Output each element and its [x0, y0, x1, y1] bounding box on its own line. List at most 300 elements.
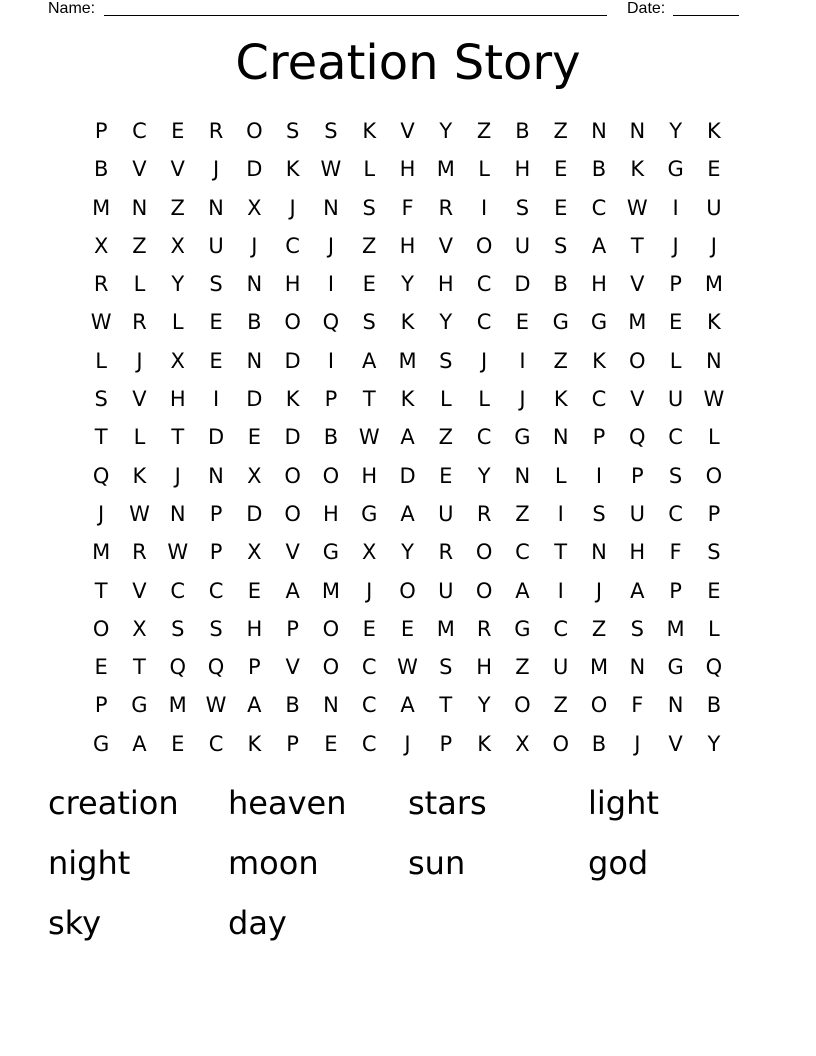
grid-letter: O	[322, 655, 340, 680]
grid-letter: S	[707, 540, 721, 565]
grid-letter: G	[93, 731, 110, 756]
grid-letter: K	[362, 119, 377, 143]
grid-letter: S	[362, 310, 376, 335]
grid-letter: K	[285, 387, 300, 412]
grid-letter: Z	[170, 195, 185, 220]
grid-letter: A	[515, 578, 530, 603]
grid-letter: J	[289, 195, 296, 220]
grid-letter: E	[707, 578, 721, 603]
grid-letter: C	[668, 501, 683, 526]
grid-letter: B	[93, 157, 109, 182]
grid-letter: E	[668, 310, 683, 335]
grid-letter: K	[707, 310, 721, 335]
grid-letter: J	[251, 233, 258, 258]
grid-letter: L	[478, 157, 490, 182]
grid-letter: V	[170, 157, 185, 182]
grid-letter: A	[400, 425, 415, 450]
grid-letter: N	[208, 463, 224, 488]
grid-letter: V	[132, 387, 147, 412]
grid-letter: W	[320, 157, 342, 182]
grid-letter: C	[208, 578, 224, 603]
grid-letter: P	[94, 693, 108, 718]
word-list-item: day	[228, 904, 287, 942]
grid-letter: D	[284, 425, 301, 450]
grid-letter: O	[475, 233, 493, 258]
grid-letter: T	[94, 578, 108, 603]
grid-letter: I	[212, 387, 220, 412]
grid-letter: L	[171, 310, 184, 335]
grid-letter: L	[478, 387, 490, 412]
grid-letter: V	[132, 578, 147, 603]
grid-letter: M	[398, 348, 417, 373]
grid-letter: O	[514, 693, 531, 718]
grid-letter: K	[400, 310, 415, 335]
grid-letter: V	[438, 233, 453, 258]
grid-letter: W	[167, 540, 189, 565]
grid-letter: E	[400, 616, 415, 641]
grid-letter: E	[439, 463, 453, 488]
grid-letter: E	[247, 578, 261, 603]
grid-letter: A	[400, 693, 415, 718]
grid-letter: R	[132, 540, 147, 565]
letter-grid	[82, 112, 733, 763]
grid-letter: N	[514, 463, 531, 488]
grid-letter: O	[322, 616, 340, 641]
grid-letter: J	[481, 348, 488, 373]
grid-letter: C	[361, 693, 377, 718]
grid-letter: S	[285, 119, 300, 143]
grid-letter: T	[133, 655, 146, 680]
grid-letter: Z	[362, 233, 377, 258]
grid-letter: C	[591, 195, 607, 220]
grid-letter: O	[399, 578, 416, 603]
grid-letter: C	[668, 425, 683, 450]
grid-letter: C	[476, 310, 492, 335]
grid-letter: P	[324, 387, 338, 412]
grid-letter: H	[399, 157, 416, 182]
grid-letter: B	[591, 157, 607, 182]
grid-letter: B	[285, 693, 300, 718]
grid-letter: A	[591, 233, 607, 258]
grid-letter: O	[92, 616, 110, 641]
grid-letter: Y	[401, 540, 414, 565]
grid-letter: Y	[669, 119, 683, 143]
grid-letter: J	[710, 233, 717, 258]
grid-letter: V	[132, 157, 147, 182]
grid-letter: Z	[553, 119, 568, 143]
grid-letter: L	[133, 425, 146, 450]
grid-letter: O	[552, 731, 569, 756]
grid-letter: J	[595, 578, 603, 603]
grid-letter: D	[207, 425, 225, 450]
grid-letter: L	[669, 348, 682, 373]
grid-letter: S	[515, 195, 530, 220]
grid-letter: J	[174, 463, 181, 488]
grid-letter: E	[171, 731, 185, 756]
grid-letter: G	[514, 616, 531, 641]
grid-letter: A	[362, 348, 377, 373]
grid-letter: V	[668, 731, 683, 756]
grid-letter: D	[246, 501, 263, 526]
grid-letter: E	[94, 655, 108, 680]
grid-letter: Z	[132, 233, 147, 258]
grid-letter: N	[706, 348, 722, 373]
grid-letter: N	[246, 348, 263, 373]
date-blank-line	[673, 0, 739, 16]
grid-letter: U	[706, 195, 722, 220]
name-label: Name:	[48, 0, 96, 17]
grid-letter: Z	[515, 501, 530, 526]
grid-letter: F	[669, 540, 682, 565]
grid-letter: V	[285, 655, 300, 680]
grid-letter: D	[514, 272, 531, 297]
grid-letter: O	[284, 310, 301, 335]
grid-letter: H	[323, 501, 339, 526]
grid-letter: E	[362, 272, 376, 297]
grid-letter: N	[591, 119, 607, 143]
grid-letter: Q	[169, 655, 186, 680]
grid-letter: P	[439, 731, 453, 756]
page-title: Creation Story	[235, 35, 581, 91]
grid-letter: B	[553, 272, 568, 297]
grid-letter: P	[707, 501, 721, 526]
grid-letter: I	[519, 348, 526, 373]
grid-letter: G	[361, 501, 378, 526]
grid-letter: X	[93, 233, 109, 258]
grid-letter: P	[94, 119, 108, 143]
grid-letter: G	[552, 310, 569, 335]
grid-letter: C	[132, 119, 147, 143]
grid-letter: Q	[92, 463, 110, 488]
grid-letter: J	[634, 731, 641, 756]
grid-letter: A	[285, 578, 300, 603]
grid-letter: T	[439, 693, 453, 718]
grid-letter: C	[476, 425, 492, 450]
grid-letter: K	[553, 387, 568, 412]
grid-letter: E	[209, 348, 223, 373]
grid-letter: V	[630, 272, 645, 297]
grid-letter: K	[285, 157, 300, 182]
grid-letter: D	[246, 157, 263, 182]
grid-letter: N	[323, 195, 339, 220]
grid-letter: M	[628, 310, 647, 335]
grid-letter: Y	[477, 463, 491, 488]
grid-letter: C	[553, 616, 569, 641]
grid-letter: I	[481, 195, 488, 220]
grid-letter: I	[672, 195, 679, 220]
grid-letter: X	[247, 540, 262, 565]
grid-letter: R	[93, 272, 109, 297]
grid-letter: S	[94, 387, 108, 412]
grid-letter: E	[171, 119, 185, 143]
grid-letter: B	[323, 425, 339, 450]
grid-letter: W	[397, 655, 418, 680]
grid-letter: B	[247, 310, 262, 335]
grid-letter: C	[285, 233, 300, 258]
grid-letter: J	[519, 387, 526, 412]
grid-letter: X	[132, 616, 147, 641]
word-list-item: creation	[48, 784, 179, 822]
grid-letter: R	[438, 195, 454, 220]
grid-letter: M	[321, 578, 340, 603]
grid-letter: M	[168, 693, 187, 718]
grid-letter: N	[629, 119, 646, 143]
word-list	[48, 780, 768, 960]
grid-letter: O	[475, 578, 493, 603]
grid-letter: L	[133, 272, 146, 297]
grid-letter: H	[169, 387, 186, 412]
grid-letter: K	[477, 731, 491, 756]
grid-letter: U	[514, 233, 531, 258]
grid-letter: N	[131, 195, 148, 220]
grid-letter: P	[630, 463, 644, 488]
grid-letter: J	[366, 578, 373, 603]
grid-letter: L	[439, 387, 452, 412]
word-list-item: night	[48, 844, 131, 882]
grid-letter: K	[592, 348, 606, 373]
grid-letter: N	[591, 540, 607, 565]
grid-letter: M	[666, 616, 685, 641]
grid-letter: N	[208, 195, 224, 220]
grid-letter: L	[554, 463, 567, 488]
grid-letter: G	[322, 540, 340, 565]
grid-letter: U	[438, 578, 454, 603]
grid-letter: S	[171, 616, 185, 641]
grid-letter: H	[514, 157, 531, 182]
grid-letter: P	[592, 425, 606, 450]
grid-letter: O	[475, 540, 493, 565]
grid-letter: L	[363, 157, 376, 182]
grid-letter: X	[515, 731, 530, 756]
date-label: Date:	[627, 0, 666, 17]
grid-letter: Q	[629, 425, 646, 450]
grid-letter: D	[246, 387, 263, 412]
grid-letter: O	[284, 501, 301, 526]
grid-letter: T	[554, 540, 568, 565]
grid-letter: H	[246, 616, 263, 641]
grid-letter: S	[439, 655, 453, 680]
grid-letter: L	[708, 616, 720, 641]
grid-letter: R	[438, 540, 454, 565]
grid-letter: X	[170, 348, 185, 373]
grid-letter: G	[667, 655, 684, 680]
grid-letter: P	[286, 731, 299, 756]
grid-letter: M	[704, 272, 723, 297]
word-list-item: heaven	[228, 784, 347, 822]
grid-letter: O	[705, 463, 723, 488]
grid-letter: A	[132, 731, 147, 756]
grid-letter: Y	[439, 310, 453, 335]
grid-letter: H	[399, 233, 416, 258]
grid-letter: D	[284, 348, 301, 373]
grid-letter: P	[209, 540, 223, 565]
word-list-item: god	[588, 844, 649, 882]
grid-letter: W	[90, 310, 112, 335]
grid-letter: N	[323, 693, 339, 718]
grid-letter: Q	[705, 655, 723, 680]
grid-letter: Y	[477, 693, 491, 718]
grid-letter: E	[707, 157, 721, 182]
grid-letter: P	[209, 501, 223, 526]
grid-letter: X	[247, 463, 262, 488]
grid-letter: A	[630, 578, 645, 603]
grid-letter: R	[132, 310, 147, 335]
grid-letter: P	[248, 655, 261, 680]
grid-letter: E	[209, 310, 223, 335]
grid-letter: M	[92, 195, 111, 220]
grid-letter: J	[404, 731, 411, 756]
grid-letter: J	[98, 501, 105, 526]
grid-letter: J	[327, 233, 335, 258]
grid-letter: H	[591, 272, 607, 297]
grid-letter: G	[131, 693, 148, 718]
grid-letter: Z	[553, 348, 568, 373]
grid-letter: S	[362, 195, 376, 220]
grid-letter: R	[476, 616, 492, 641]
grid-letter: K	[247, 731, 262, 756]
grid-letter: T	[630, 233, 644, 258]
word-list-item: sun	[408, 844, 466, 882]
grid-letter: S	[630, 616, 644, 641]
grid-letter: M	[436, 616, 455, 641]
grid-letter: G	[667, 157, 684, 182]
grid-letter: M	[92, 540, 111, 565]
grid-letter: I	[557, 578, 564, 603]
grid-letter: G	[514, 425, 531, 450]
grid-letter: Z	[591, 616, 607, 641]
grid-letter: C	[515, 540, 530, 565]
grid-letter: E	[247, 425, 261, 450]
grid-letter: Q	[207, 655, 225, 680]
grid-letter: I	[327, 348, 335, 373]
grid-letter: C	[361, 655, 377, 680]
grid-letter: O	[590, 693, 608, 718]
grid-letter: S	[209, 272, 223, 297]
grid-letter: O	[284, 463, 301, 488]
grid-letter: C	[591, 387, 607, 412]
grid-letter: V	[400, 119, 415, 143]
grid-letter: V	[285, 540, 300, 565]
grid-letter: U	[208, 233, 224, 258]
word-list-item: light	[588, 784, 659, 822]
grid-letter: Z	[438, 425, 454, 450]
grid-letter: E	[554, 195, 568, 220]
grid-letter: H	[476, 655, 493, 680]
grid-letter: U	[553, 655, 569, 680]
word-list-item: stars	[408, 784, 487, 822]
grid-letter: Q	[322, 310, 340, 335]
grid-letter: G	[590, 310, 608, 335]
grid-letter: Y	[401, 272, 414, 297]
grid-letter: W	[358, 425, 380, 450]
grid-letter: U	[438, 501, 454, 526]
grid-letter: X	[247, 195, 262, 220]
grid-letter: N	[246, 272, 263, 297]
grid-letter: S	[592, 501, 606, 526]
grid-letter: L	[708, 425, 720, 450]
grid-letter: B	[706, 693, 722, 718]
grid-letter: B	[591, 731, 607, 756]
grid-letter: E	[554, 157, 568, 182]
grid-letter: N	[169, 501, 186, 526]
grid-letter: H	[629, 540, 646, 565]
grid-letter: W	[626, 195, 648, 220]
grid-letter: N	[552, 425, 569, 450]
grid-letter: O	[246, 119, 263, 143]
grid-letter: T	[94, 425, 108, 450]
grid-letter: K	[707, 119, 721, 143]
grid-letter: R	[476, 501, 492, 526]
grid-letter: D	[399, 463, 416, 488]
grid-letter: Y	[707, 731, 721, 756]
grid-letter: Y	[171, 272, 185, 297]
grid-letter: I	[595, 463, 603, 488]
grid-letter: F	[631, 693, 644, 718]
grid-letter: M	[436, 157, 455, 182]
grid-letter: P	[669, 578, 682, 603]
grid-letter: Z	[476, 119, 492, 143]
grid-letter: M	[589, 655, 609, 680]
grid-letter: W	[205, 693, 227, 718]
grid-letter: B	[515, 119, 530, 143]
grid-letter: C	[208, 731, 224, 756]
grid-letter: A	[400, 501, 415, 526]
grid-letter: Z	[553, 693, 568, 718]
grid-letter: E	[515, 310, 530, 335]
grid-letter: J	[212, 157, 220, 182]
grid-letter: C	[476, 272, 492, 297]
grid-letter: Z	[515, 655, 530, 680]
grid-letter: W	[129, 501, 150, 526]
grid-letter: X	[362, 540, 377, 565]
grid-letter: U	[629, 501, 645, 526]
grid-letter: F	[401, 195, 414, 220]
grid-letter: K	[400, 387, 415, 412]
grid-letter: S	[324, 119, 338, 143]
name-date-line	[48, 0, 748, 20]
grid-letter: H	[437, 272, 454, 297]
grid-letter: I	[327, 272, 335, 297]
grid-letter: S	[668, 463, 683, 488]
grid-letter: P	[286, 616, 299, 641]
grid-letter: C	[170, 578, 186, 603]
grid-letter: C	[361, 731, 377, 756]
grid-letter: P	[669, 272, 682, 297]
name-blank-line	[104, 0, 607, 16]
grid-letter: T	[171, 425, 185, 450]
grid-letter: V	[630, 387, 645, 412]
grid-letter: H	[284, 272, 301, 297]
grid-letter: N	[629, 655, 646, 680]
grid-letter: S	[439, 348, 453, 373]
grid-letter: I	[557, 501, 564, 526]
grid-letter: A	[247, 693, 262, 718]
grid-letter: Y	[439, 119, 453, 143]
grid-letter: K	[630, 157, 645, 182]
grid-letter: W	[703, 387, 725, 412]
grid-letter: T	[362, 387, 376, 412]
grid-letter: S	[554, 233, 568, 258]
grid-letter: R	[208, 119, 224, 143]
grid-letter: O	[322, 463, 340, 488]
grid-letter: O	[629, 348, 646, 373]
grid-letter: U	[667, 387, 684, 412]
grid-letter: X	[170, 233, 185, 258]
word-list-item: moon	[228, 844, 319, 882]
grid-letter: E	[324, 731, 338, 756]
grid-letter: L	[95, 348, 107, 373]
grid-letter: H	[361, 463, 378, 488]
